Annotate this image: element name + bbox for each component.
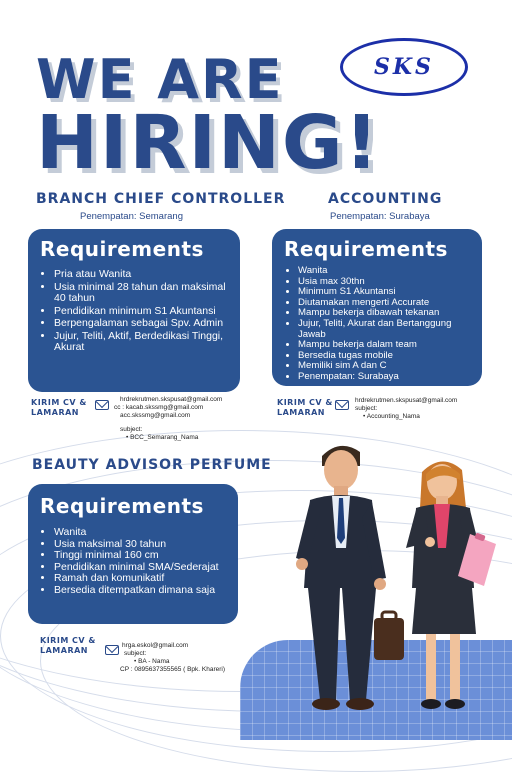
requirements-card-beauty-advisor (28, 484, 238, 624)
headline-we-are: WE ARE (36, 48, 284, 111)
job-title-branch-chief-controller: BRANCH CHIEF CONTROLLER (36, 191, 286, 207)
requirement-item: • Minimum S1 Akuntansi (298, 287, 470, 298)
company-logo (340, 38, 468, 96)
subject-label: subject: (124, 650, 147, 657)
requirements-card-branch-chief-controller (28, 229, 240, 392)
job-title-accounting: ACCOUNTING (328, 191, 443, 207)
requirement-item: • Mampu bekerja dalam team (298, 340, 470, 351)
requirement-item: • Jujur, Teliti, Akurat dan Bertanggung Jawab (298, 319, 470, 340)
cc-email[interactable]: acc.skssmg@gmail.com (120, 412, 191, 419)
requirements-card-accounting (272, 229, 482, 386)
subject-label: subject: (355, 405, 378, 412)
requirement-item: • Ramah dan komunikatif (54, 573, 226, 585)
contact-details (114, 396, 223, 442)
requirement-item: • Berpengalaman sebagai Spv. Admin (54, 318, 228, 330)
businessman-illustration (296, 446, 386, 710)
businesswoman-illustration (406, 461, 482, 709)
requirement-item: • Bersedia ditempatkan dimana saja (54, 585, 226, 597)
email-link[interactable]: hrdrekrutmen.skspusat@gmail.com (120, 396, 223, 403)
requirement-item: • Pendidikan minimal SMA/Sederajat (54, 562, 226, 574)
requirement-item: • Pria atau Wanita (54, 269, 228, 281)
requirements-heading: Requirements (40, 237, 204, 261)
requirement-item: • Jujur, Teliti, Aktif, Berdedikasi Tinggi, Akurat (54, 331, 228, 354)
email-link[interactable]: hrga.eskol@gmail.com (122, 642, 189, 649)
job-title-beauty-advisor-perfume: BEAUTY ADVISOR PERFUME (32, 457, 272, 473)
subject-value: • BA - Nama (134, 658, 225, 666)
requirement-item: • Usia max 30thn (298, 277, 470, 288)
briefcase-icon (374, 612, 404, 660)
business-people-illustration (270, 438, 510, 728)
email-link[interactable]: hrdrekrutmen.skspusat@gmail.com (355, 397, 458, 404)
requirement-item: • Wanita (54, 527, 226, 539)
requirement-item: • Penempatan: Surabaya (298, 372, 470, 383)
requirement-item: • Pendidikan minimum S1 Akuntansi (54, 306, 228, 318)
requirement-item: • Bersedia tugas mobile (298, 351, 470, 362)
subject-label: subject: (120, 426, 143, 433)
contact-label: KIRIM CV & LAMARAN (277, 398, 333, 417)
requirement-item: • Diutamakan mengerti Accurate (298, 298, 470, 309)
contact-label: KIRIM CV & LAMARAN (31, 398, 87, 417)
requirements-heading: Requirements (40, 494, 204, 518)
mail-icon (95, 400, 109, 410)
requirement-item: • Usia minimal 28 tahun dan maksimal 40 tahun (54, 282, 228, 305)
requirement-item: • Wanita (298, 266, 470, 277)
requirement-item: • Memiliki sim A dan C (298, 361, 470, 372)
headline-hiring: HIRING! (36, 100, 381, 186)
requirement-item: • Mampu bekerja dibawah tekanan (298, 308, 470, 319)
mail-icon (335, 400, 349, 410)
contact-details (355, 397, 457, 421)
subject-value: • Accounting_Nama (363, 413, 457, 421)
job-placement: Penempatan: Surabaya (330, 211, 430, 222)
requirements-heading: Requirements (284, 237, 448, 261)
subject-value: • BCC_Semarang_Nama (126, 434, 222, 442)
mail-icon (105, 645, 119, 655)
contact-person: CP : 0895637355565 ( Bpk. Khareri) (120, 666, 226, 673)
logo-text: SKS (374, 54, 434, 80)
requirement-item: • Tinggi minimal 160 cm (54, 550, 226, 562)
cc-email[interactable]: cc : kacab.skssmg@gmail.com (114, 404, 204, 411)
job-placement: Penempatan: Semarang (80, 211, 183, 222)
contact-label: KIRIM CV & LAMARAN (40, 636, 96, 655)
contact-details (122, 642, 225, 674)
requirement-item: • Usia maksimal 30 tahun (54, 539, 226, 551)
